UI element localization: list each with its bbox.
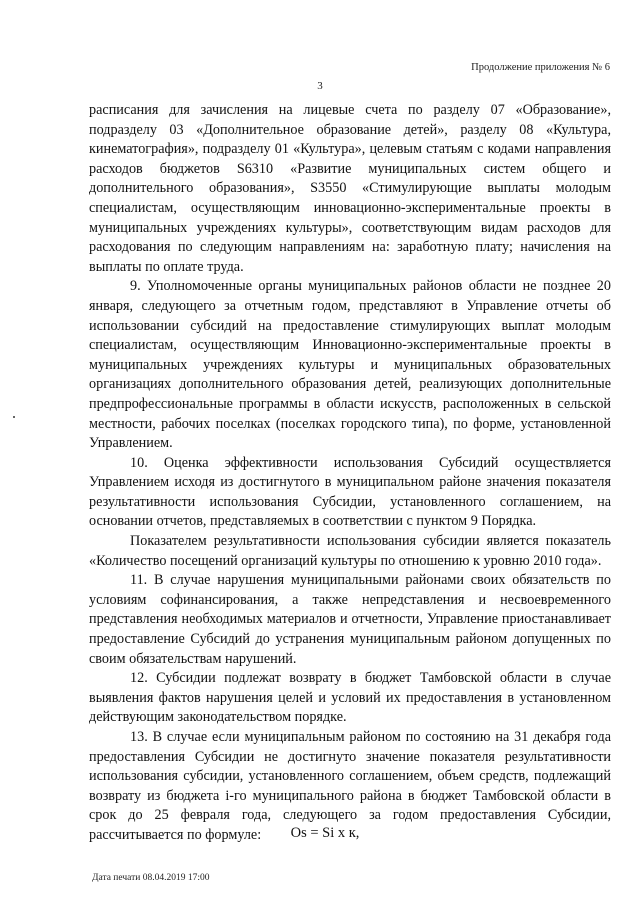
formula: Os = Si x к, <box>290 825 360 841</box>
paragraph-indicator: Показателем результативности использования субсидии является показатель «Количество посещений организаций культуры по отношению к уровню 2010 года». <box>89 533 611 569</box>
paragraph-item-12: 12. Субсидии подлежат возврату в бюджет Тамбовской области в случае выявления фактов нарушения целей и условий их предоставления в установленном действующим законодательством порядке. <box>89 670 611 726</box>
scan-mark <box>13 416 15 418</box>
paragraph-item-11: 11. В случае нарушения муниципальными районами своих обязательств по условиям софинансирования, а также непредставления и несвоевременного представления необходимых материалов и отчетности, Управление приостанавливает предоставление Субсидий до устранения муниципальным районом допущенных по своим обязательствам нарушений. <box>89 572 611 667</box>
paragraph-item-9: 9. Уполномоченные органы муниципальных районов области не позднее 20 января, следующего за отчетным годом, представляют в Управление отчеты об использовании субсидий на предоставление стимулирующих выплат молодым специалистам, осуществляющим Инновационно-экспериментальные проекты в муниципальных учреждениях культуры и муниципальных образовательных организациях дополнительного образования детей, реализующих дополнительные предпрофессиональные программы в области искусств, расположенных в сельской местности, рабочих поселках (поселках городского типа), по форме, установленной Управлением. <box>89 278 611 452</box>
page-number: 3 <box>317 80 323 92</box>
paragraph-continuation: расписания для зачисления на лицевые счета по разделу 07 «Образование», подразделу 03 «Дополнительное образование детей», разделу 08 «Культура, кинематография», подразделу 01 «Культура», целевым статьям с кодами направления расходов бюджетов S6310 «Развитие муниципальных систем общего и дополнительного образования», S3550 «Стимулирующие выплаты молодым специалистам, осуществляющим инновационно-экспериментальные проекты в муниципальных учреждениях культуры», соответствующим видам расходов для расходования по следующим направлениям на: заработную плату; начисления на выплаты по оплате труда. <box>89 102 611 275</box>
print-date: Дата печати 08.04.2019 17:00 <box>92 873 210 883</box>
paragraph-item-10: 10. Оценка эффективности использования Субсидий осуществляется Управлением исходя из достигнутого в муниципальном районе значения показателя результативности использования Субсидии, установленного соглашением, на основании отчетов, представляемых в соответствии с пунктом 9 Порядка. <box>89 454 611 530</box>
document-body <box>89 101 611 846</box>
paragraph-item-13: 13. В случае если муниципальным районом по состоянию на 31 декабря года предоставления Субсидии не достигнуто значение показателя результативности использования субсидии, установленного соглашением, объем средств, подлежащий возврату из бюджета i-го муниципального района в бюджет Тамбовской области в срок до 25 февраля года, следующего за годом предоставления Субсидии, рассчитывается по формуле: <box>89 729 611 843</box>
appendix-continuation-note: Продолжение приложения № 6 <box>471 62 610 73</box>
